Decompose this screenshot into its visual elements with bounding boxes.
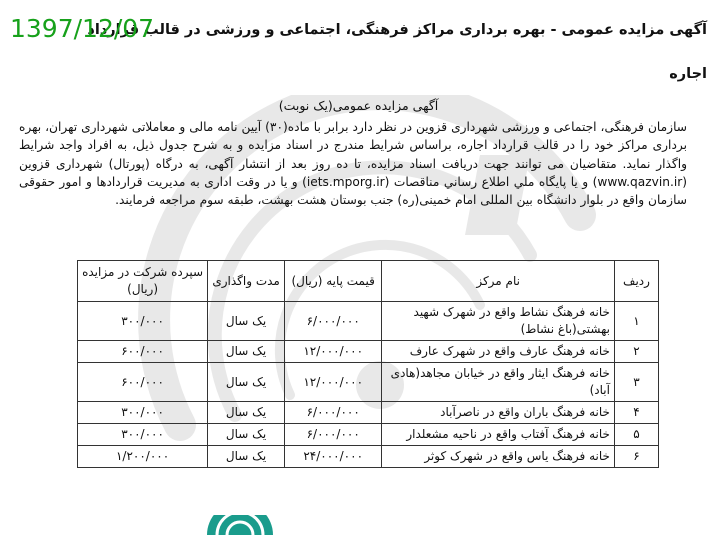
row-price: ۶/۰۰۰/۰۰۰ [285,302,382,341]
row-duration: یک سال [208,341,285,363]
header-price: قیمت پایه (ریال) [285,261,382,302]
table-row [78,363,659,402]
table-row [78,302,659,341]
row-deposit: ۱/۲۰۰/۰۰۰ [78,446,208,468]
row-index: ۴ [614,402,658,424]
organization-logo-icon [205,515,275,535]
row-deposit: ۳۰۰/۰۰۰ [78,424,208,446]
row-center: خانه فرهنگ نشاط واقع در شهرک شهید بهشتی(باغ نشاط) [382,302,615,341]
row-duration: یک سال [208,302,285,341]
row-deposit: ۶۰۰/۰۰۰ [78,341,208,363]
row-price: ۶/۰۰۰/۰۰۰ [285,424,382,446]
table-row [78,402,659,424]
row-index: ۲ [614,341,658,363]
row-center: خانه فرهنگ یاس واقع در شهرک کوثر [382,446,615,468]
row-duration: یک سال [208,363,285,402]
row-index: ۶ [614,446,658,468]
row-center: خانه فرهنگ آفتاب واقع در ناحیه مشعلدار [382,424,615,446]
row-duration: یک سال [208,424,285,446]
row-price: ۶/۰۰۰/۰۰۰ [285,402,382,424]
row-deposit: ۶۰۰/۰۰۰ [78,363,208,402]
row-index: ۱ [614,302,658,341]
row-index: ۵ [614,424,658,446]
table-row [78,446,659,468]
table-row [78,341,659,363]
row-price: ۲۴/۰۰۰/۰۰۰ [285,446,382,468]
row-duration: یک سال [208,446,285,468]
table-header-row [78,261,659,302]
row-center: خانه فرهنگ باران واقع در ناصرآباد [382,402,615,424]
row-duration: یک سال [208,402,285,424]
row-deposit: ۳۰۰/۰۰۰ [78,302,208,341]
header-duration: مدت واگذاری [208,261,285,302]
row-deposit: ۳۰۰/۰۰۰ [78,402,208,424]
header-deposit: سپرده شرکت در مزایده (ریال) [78,261,208,302]
table-row [78,424,659,446]
row-center: خانه فرهنگ عارف واقع در شهرک عارف [382,341,615,363]
announcement-body: سازمان فرهنگی، اجتماعی و ورزشی شهرداری قزوین در نظر دارد برابر با ماده(۳۰) آیین نامه مالی و معاملاتی شهرداری تهران، بهره برداری مراکز خود را در قالب قرارداد اجاره، براساس شرایط مندرج در اسناد مزایده و به شرح جدول ذیل، به افراد واجد شرایط واگذار نماید. متقاضیان می توانند جهت دریافت اسناد مزایده، تا ده روز بعد از انتشار آگهی، به درگاه (پورتال) شهرداری قزوین (www.qazvin.ir) و یا پایگاه ملي اطلاع رساني مناقصات (iets.mporg.ir) و یا در وقت اداری به مدیریت قراردادها و امور حقوقی سازمان واقع در بلوار دانشگاه بین المللی امام خمینی(ره) جنب بوستان هشت بهشت، طبقه سوم مراجعه فرمایند. [19,120,687,208]
header-index: ردیف [614,261,658,302]
announcement-subtitle: آگهی مزایده عمومی(یک نوبت) [278,98,439,113]
auction-table [77,260,659,468]
header-center: نام مرکز [382,261,615,302]
row-center: خانه فرهنگ ایثار واقع در خیابان مجاهد(هادی آباد) [382,363,615,402]
row-price: ۱۲/۰۰۰/۰۰۰ [285,341,382,363]
page-title: آگهی مزایده عمومی - بهره برداری مراکز فرهنگی، اجتماعی و ورزشی در قالب قرارداد اجاره [87,22,707,82]
row-price: ۱۲/۰۰۰/۰۰۰ [285,363,382,402]
date-stamp: 1397/12/07 [10,14,155,43]
row-index: ۳ [614,363,658,402]
